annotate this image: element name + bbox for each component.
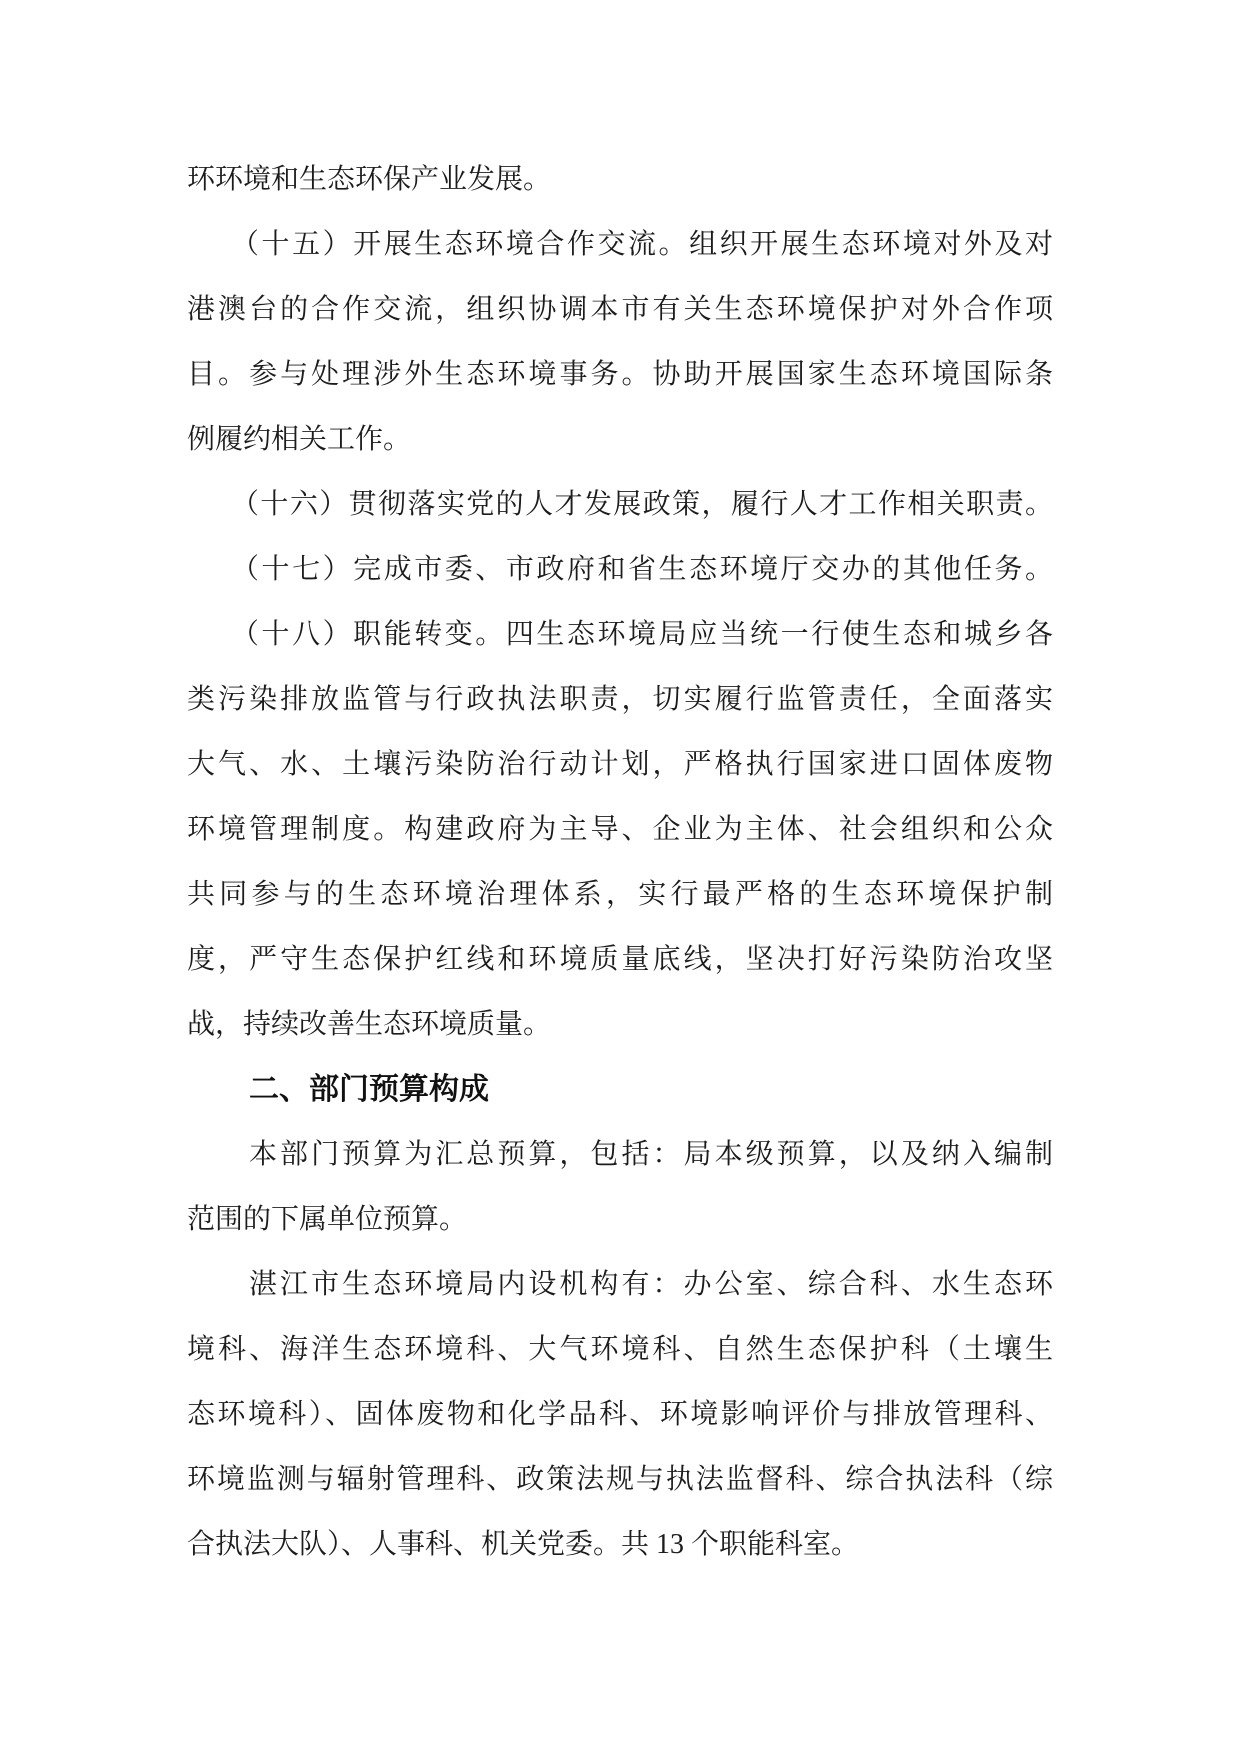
body-line: 境科、海洋生态环境科、大气环境科、自然生态保护科（土壤生 <box>187 1334 1053 1365</box>
body-line: 合执法大队）、人事科、机关党委。共 13 个职能科室。 <box>187 1529 860 1560</box>
document-body <box>187 147 1053 1577</box>
body-line: 湛江市生态环境局内设机构有：办公室、综合科、水生态环 <box>249 1269 1053 1300</box>
body-line: 态环境科）、固体废物和化学品科、环境影响评价与排放管理科、 <box>187 1399 1053 1430</box>
body-line: 范围的下属单位预算。 <box>187 1204 468 1235</box>
body-line: （十五）开展生态环境合作交流。组织开展生态环境对外及对 <box>231 229 1053 260</box>
body-line: 类污染排放监管与行政执法职责，切实履行监管责任，全面落实 <box>187 684 1053 715</box>
body-line: 大气、水、土壤污染防治行动计划，严格执行国家进口固体废物 <box>187 749 1053 780</box>
body-line: 战，持续改善生态环境质量。 <box>187 1009 552 1040</box>
body-line: 共同参与的生态环境治理体系，实行最严格的生态环境保护制 <box>187 879 1053 910</box>
body-line: 度，严守生态保护红线和环境质量底线，坚决打好污染防治攻坚 <box>187 944 1053 975</box>
body-line: 环境管理制度。构建政府为主导、企业为主体、社会组织和公众 <box>187 814 1053 845</box>
body-line: （十七）完成市委、市政府和省生态环境厅交办的其他任务。 <box>231 554 1053 585</box>
body-line: 环环境和生态环保产业发展。 <box>187 164 552 195</box>
body-line: （十六）贯彻落实党的人才发展政策，履行人才工作相关职责。 <box>231 489 1053 520</box>
section-heading: 二、部门预算构成 <box>249 1073 489 1106</box>
body-line: 例履约相关工作。 <box>187 424 412 455</box>
body-line: 环境监测与辐射管理科、政策法规与执法监督科、综合执法科（综 <box>187 1464 1053 1495</box>
body-line: 港澳台的合作交流，组织协调本市有关生态环境保护对外合作项 <box>187 294 1053 325</box>
body-line: （十八）职能转变。四生态环境局应当统一行使生态和城乡各 <box>231 619 1053 650</box>
body-line: 本部门预算为汇总预算，包括：局本级预算，以及纳入编制 <box>249 1139 1053 1170</box>
body-line: 目。参与处理涉外生态环境事务。协助开展国家生态环境国际条 <box>187 359 1053 390</box>
